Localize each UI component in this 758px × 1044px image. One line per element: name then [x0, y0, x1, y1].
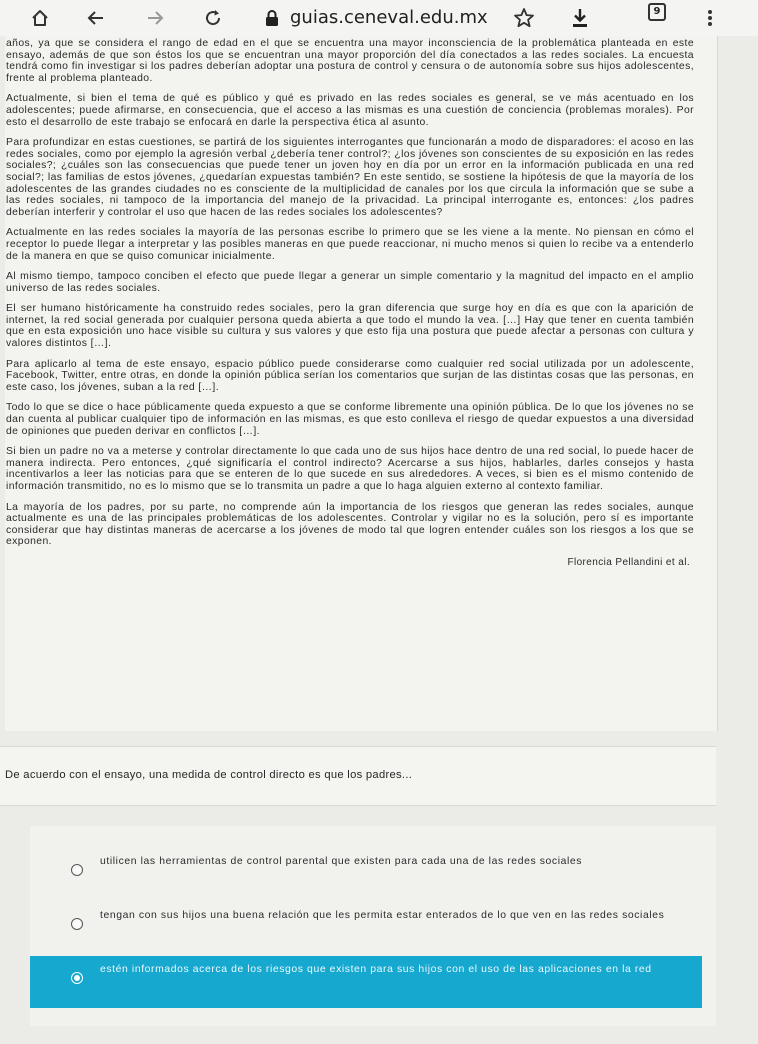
browser-toolbar: [0, 0, 758, 37]
download-icon[interactable]: [566, 4, 594, 32]
paragraph: años, ya que se considera el rango de edad en el que se encuentra una mayor inconsciencia de la problemática planteada en este ensayo, además de que son éstos los que se encuentran una mayor proporción del día conectados a las redes sociales. La encuesta tendrá como fin investigar si los padres deberían adoptar una postura de control y censura o de autonomía sobre sus hijos adolescentes, frente al problema planteado.: [6, 38, 694, 84]
reading-passage: [5, 36, 718, 731]
option-label: tengan con sus hijos una buena relación que les permita estar enterados de lo que ven en las redes sociales: [100, 910, 665, 921]
answer-option-a[interactable]: [30, 848, 702, 900]
tab-count-badge[interactable]: 9: [648, 3, 666, 21]
question-text: De acuerdo con el ensayo, una medida de control directo es que los padres...: [5, 769, 413, 781]
essay-text: [6, 38, 694, 578]
radio-button-selected[interactable]: [71, 972, 83, 984]
paragraph: Para profundizar en estas cuestiones, se partirá de los siguientes interrogantes que funcionarán a modo de disparadores: el acoso en las redes sociales, como por ejemplo la agresión verbal ¿debería tener control?; ¿los jóvenes son conscientes de su exposición en las redes sociales?; ¿cuáles son las consecuencias que puede tener un joven hoy en día por un error en la información publicada en una red social?; las familias de estos jóvenes, ¿quedarían expuestas también? En este sentido, se sostiene la hipótesis de que la mayoría de los adolescentes de las grandes ciudades no es consciente de la multiplicidad de canales por los que circula la información que se sube a las redes sociales, ni tampoco de la importancia del manejo de la privacidad. La principal interrogante es, entonces: ¿los padres deberían interferir y controlar el uso que hacen de las redes sociales los adolescentes?: [6, 137, 694, 218]
home-icon[interactable]: [26, 4, 54, 32]
paragraph: Al mismo tiempo, tampoco conciben el efecto que puede llegar a generar un simple comentario y la magnitud del impacto en el amplio universo de las redes sociales.: [6, 271, 694, 294]
lock-icon: [258, 4, 286, 32]
paragraph: El ser humano históricamente ha construido redes sociales, pero la gran diferencia que surge hoy en día es que con la aparición de internet, la red social generada por cualquier persona queda abierta a que todo el mundo la vea. […] Hay que tener en cuenta también que en esta exposición uno hace visible su cultura y sus valores y que esto fija una postura que puede afectar a personas con cultura y valores distintos […].: [6, 303, 694, 350]
page-content: [0, 36, 758, 1044]
paragraph: Actualmente, si bien el tema de qué es público y qué es privado en las redes sociales es general, se ve más acentuado en los adolescentes; puede afirmarse, en consecuencia, que el acceso a las mismas es una cuestión de conciencia (problemas morales). Por esto el desarrollo de este trabajo se enfocará en darle la perspectiva ética al asunto.: [6, 93, 694, 128]
reload-icon[interactable]: [199, 4, 227, 32]
answer-option-b[interactable]: [30, 902, 702, 954]
radio-button[interactable]: [71, 918, 83, 930]
forward-arrow-icon[interactable]: [141, 4, 169, 32]
paragraph: Si bien un padre no va a meterse y controlar directamente lo que cada uno de sus hijos hace dentro de una red social, lo puede hacer de manera indirecta. Pero entonces, ¿qué significaría el control indirecto? Acercarse a sus hijos, hablarles, darles consejos y hasta incentivarlos a leer las noticias para que se enteren de lo que sucede en sus alrededores. A veces, si bien es el mismo contenido de información transmitido, no es lo mismo que se lo transmita un padre a que lo haga alguien externo al contexto familiar.: [6, 446, 694, 492]
menu-dots-icon[interactable]: [696, 4, 724, 32]
question-prompt: [0, 746, 716, 806]
back-arrow-icon[interactable]: [82, 4, 110, 32]
answer-option-c[interactable]: [30, 956, 702, 1008]
paragraph: Para aplicarlo al tema de este ensayo, espacio público puede considerarse como cualquier red social utilizada por un adolescente, Facebook, Twitter, entre otras, en donde la opinión pública serían los comentarios que surjan de las distintas cosas que las personas, en este caso, los jóvenes, suban a la red […].: [6, 358, 694, 393]
paragraph: Todo lo que se dice o hace públicamente queda expuesto a que se conforme libremente una opinión pública. De lo que los jóvenes no se dan cuenta al publicar cualquier tipo de información en las mismas, es que esto conlleva el riesgo de quedar expuestos a una diversidad de opiniones que pueden derivar en conflictos […].: [6, 402, 694, 437]
option-label: estén informados acerca de los riesgos que existen para sus hijos con el uso de las aplicaciones en la red: [100, 964, 652, 975]
address-bar[interactable]: guias.ceneval.edu.mx: [290, 7, 488, 28]
answer-options: [30, 826, 716, 1026]
author-credit: Florencia Pellandini et al.: [567, 556, 690, 568]
paragraph: Actualmente en las redes sociales la mayoría de las personas escribe lo primero que se les viene a la mente. No piensan en cómo el receptor lo puede llegar a interpretar y las posibles maneras en que puede reaccionar, ni mucho menos si quien lo recibe va a entenderlo de la manera en que se quiso comunicar inicialmente.: [6, 227, 694, 262]
radio-button[interactable]: [71, 864, 83, 876]
option-label: utilicen las herramientas de control parental que existen para cada una de las redes sociales: [100, 856, 583, 867]
bookmark-star-icon[interactable]: [510, 4, 538, 32]
paragraph: La mayoría de los padres, por su parte, no comprende aún la importancia de los riesgos que generan las redes sociales, aunque actualmente es una de las principales problemáticas de los adolescentes. Controlar y vigilar no es la solución, pero sí es importante considerar que hay distintas maneras de acercarse a los jóvenes de modo tal que logren entender cuáles son los riesgos a los que se exponen.: [6, 501, 694, 548]
